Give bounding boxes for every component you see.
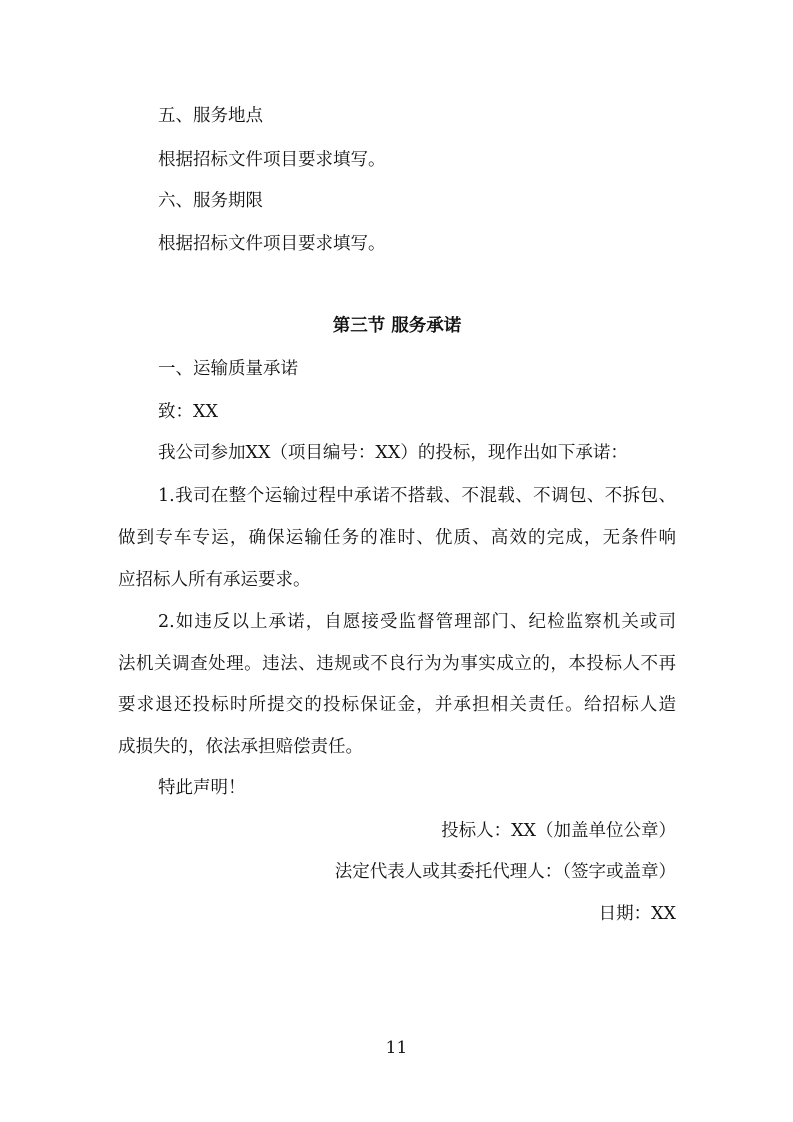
item2-line: 法机关调查处理。违法、违规或不良行为为事实成立的，本投标人不再 bbox=[118, 654, 676, 674]
signature-representative: 法定代表人或其委托代理人：（签字或盖章） bbox=[334, 862, 676, 882]
item2-line: 要求退还投标时所提交的投标保证金，并承担相关责任。给招标人造 bbox=[118, 695, 676, 715]
section5-body: 根据招标文件项目要求填写。 bbox=[158, 150, 386, 170]
item1-line: 1.我司在整个运输过程中承诺不搭载、不混载、不调包、不拆包、 bbox=[158, 486, 676, 506]
item2-line: 2.如违反以上承诺，自愿接受监督管理部门、纪检监察机关或司 bbox=[158, 612, 676, 632]
signature-bidder: 投标人：XX（加盖单位公章） bbox=[441, 821, 676, 841]
item1-line: 做到专车专运，确保运输任务的准时、优质、高效的完成，无条件响 bbox=[118, 528, 676, 548]
item2-line: 成损失的，依法承担赔偿责任。 bbox=[118, 737, 363, 757]
section-title: 第三节 服务承诺 bbox=[332, 316, 462, 336]
section5-heading: 五、服务地点 bbox=[158, 106, 263, 126]
declaration: 特此声明！ bbox=[158, 778, 246, 798]
signature-date: 日期：XX bbox=[598, 904, 676, 924]
section6-body: 根据招标文件项目要求填写。 bbox=[158, 234, 386, 254]
section6-heading: 六、服务期限 bbox=[158, 191, 263, 211]
commitment-heading: 一、运输质量承诺 bbox=[158, 359, 298, 379]
item1-line: 应招标人所有承运要求。 bbox=[118, 570, 311, 590]
addressee: 致：XX bbox=[158, 402, 218, 422]
intro-paragraph: 我公司参加XX（项目编号：XX）的投标，现作出如下承诺： bbox=[158, 443, 628, 463]
page-number: 11 bbox=[385, 1038, 408, 1058]
